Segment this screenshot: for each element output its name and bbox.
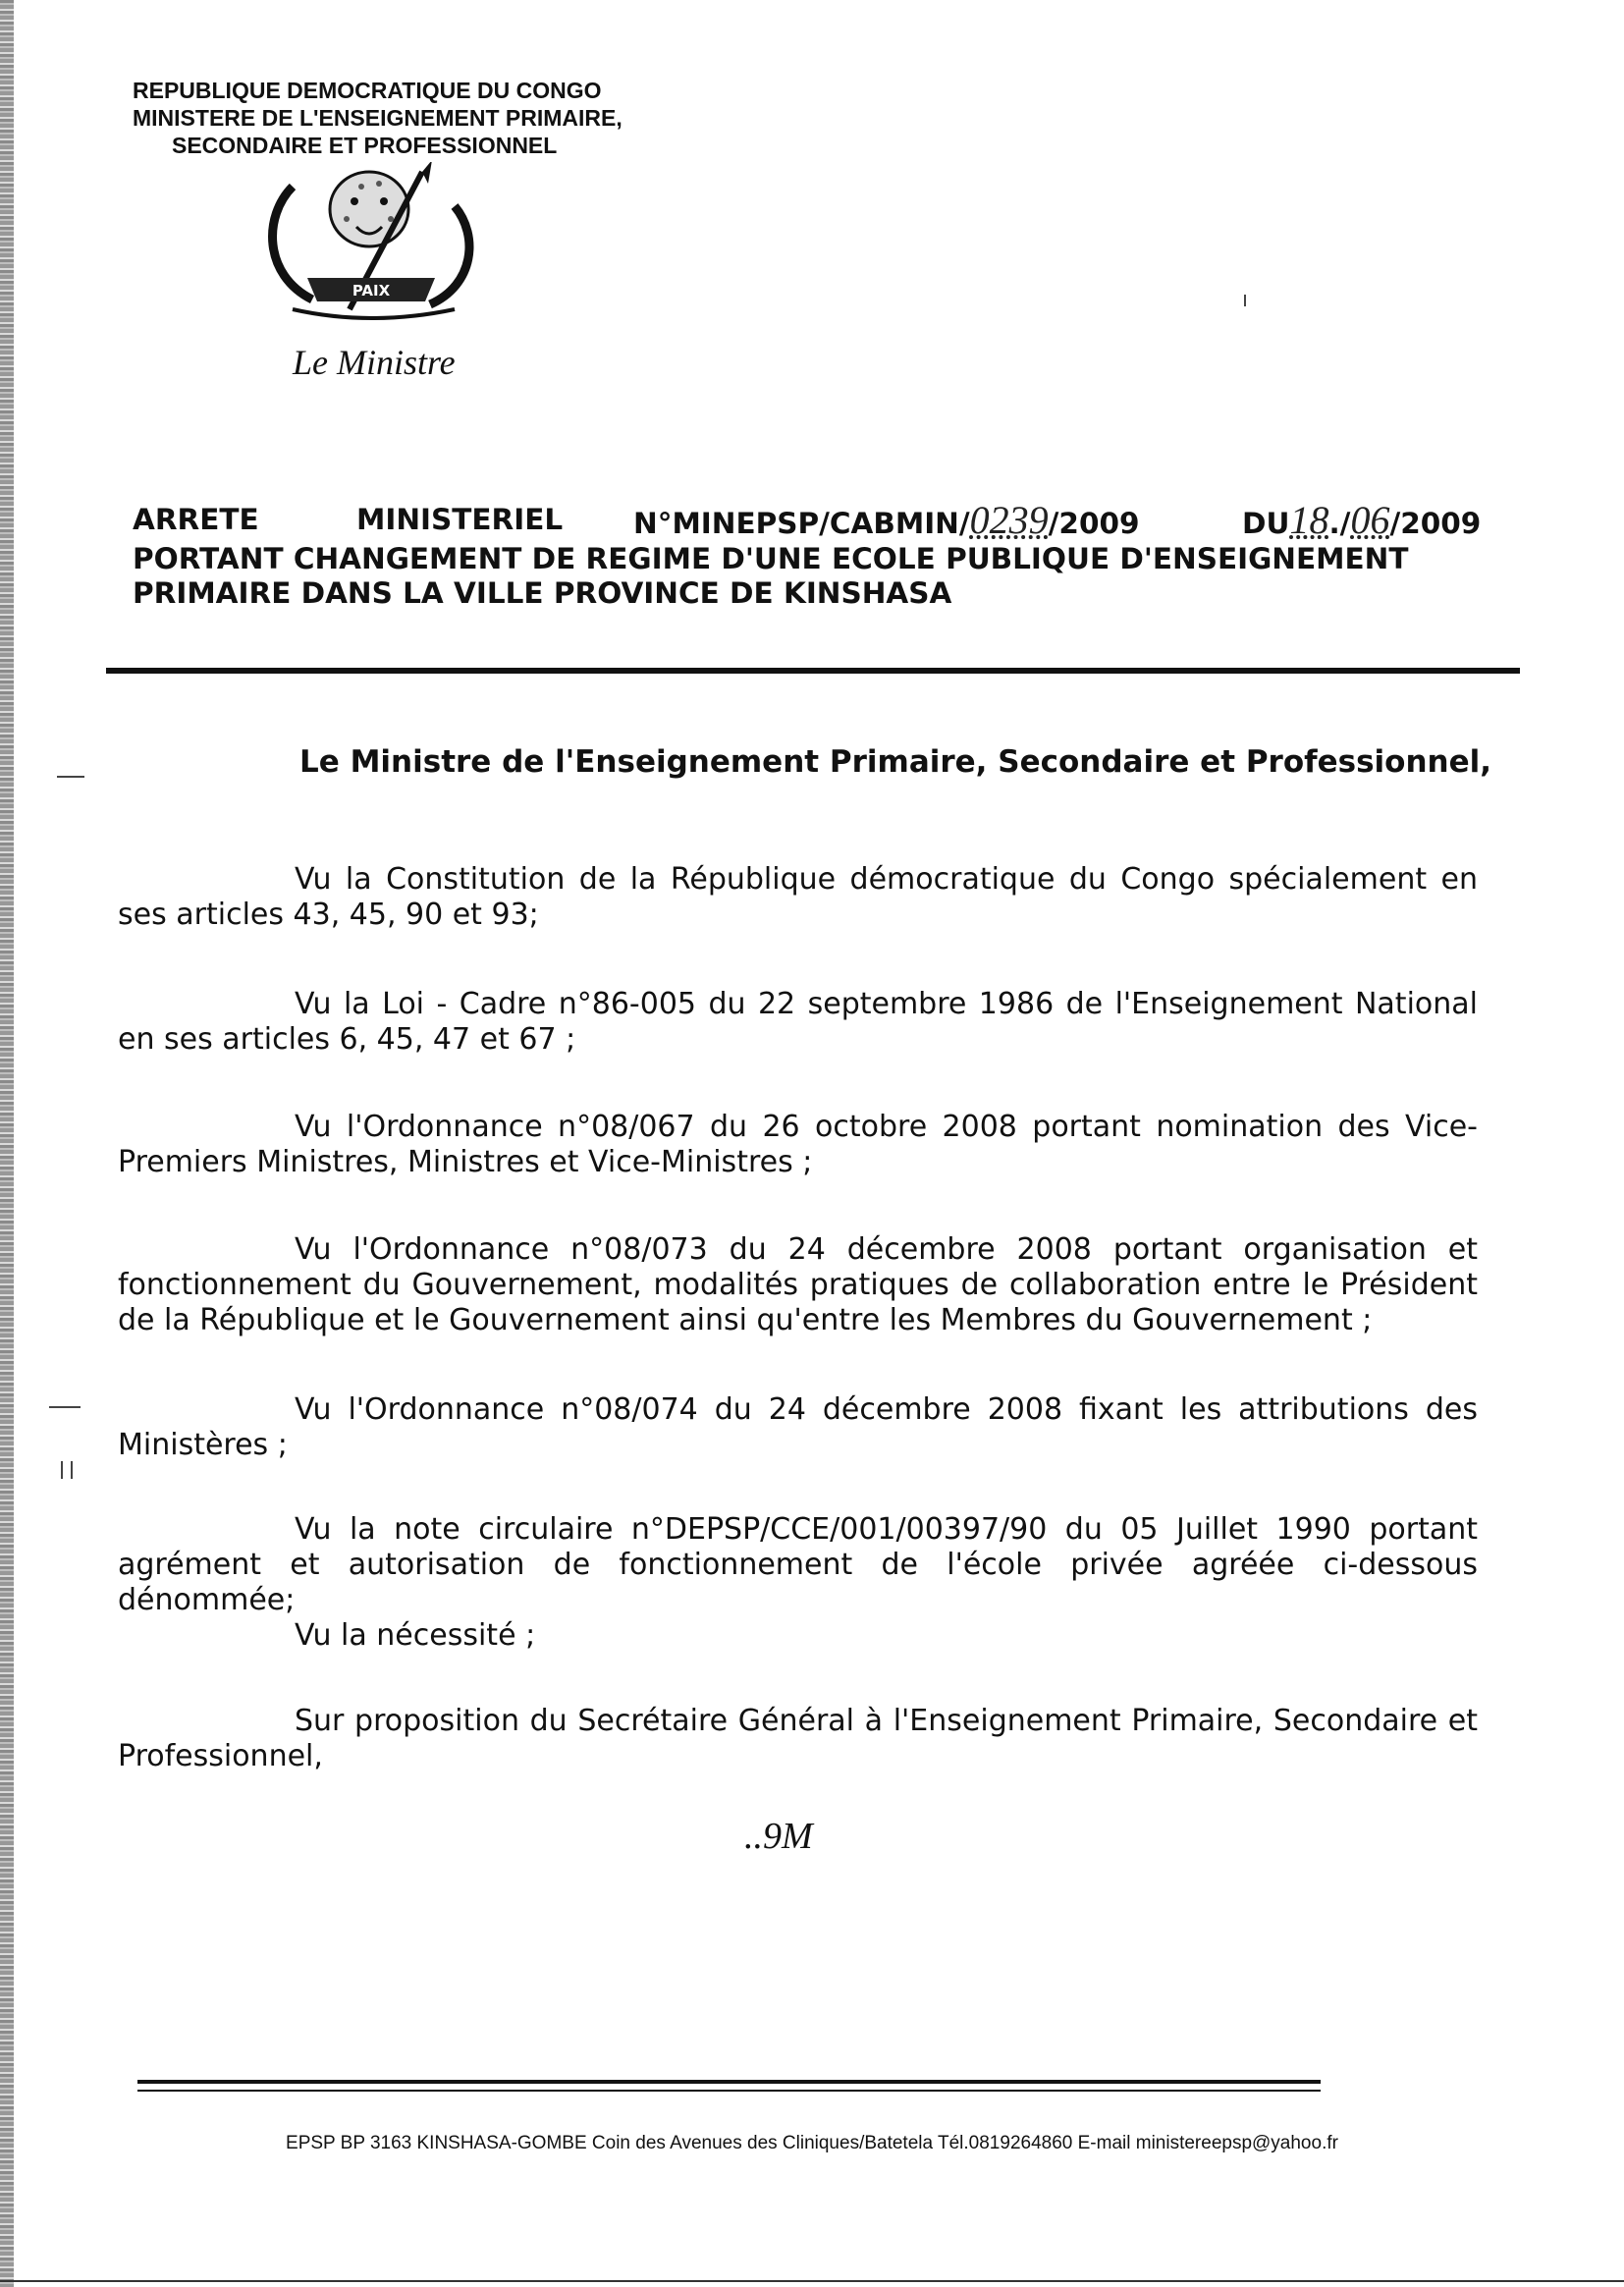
consideration-constitution: Vu la Constitution de la République démocratique du Congo spécialement en ses articles 43, 45, 90 et 93;	[118, 862, 1478, 932]
consideration-necessite: Vu la nécessité ;	[295, 1618, 536, 1653]
footer-divider	[137, 2080, 1321, 2084]
decree-reference-line	[133, 498, 1527, 542]
consideration-loi-cadre: Vu la Loi - Cadre n°86-005 du 22 septembre 1986 de l'Enseignement National en ses articles 6, 45, 47 et 67 ;	[118, 987, 1478, 1057]
consideration-proposition: Sur proposition du Secrétaire Général à l'Enseignement Primaire, Secondaire et Professionnel,	[118, 1704, 1478, 1773]
title-ministeriel: MINISTERIEL	[356, 503, 564, 536]
coat-of-arms-emblem	[253, 162, 494, 339]
minister-label: Le Ministre	[293, 343, 456, 382]
footer-address: EPSP BP 3163 KINSHASA-GOMBE Coin des Avenues des Cliniques/Batetela Tél.0819264860 E-mail ministereepsp@yahoo.fr	[286, 2133, 1338, 2153]
page-bottom-edge	[0, 2280, 1624, 2282]
title-divider	[106, 668, 1520, 674]
margin-mark	[57, 776, 84, 778]
consideration-ordonnance-074: Vu l'Ordonnance n°08/074 du 24 décembre 2008 fixant les attributions des Ministères ;	[118, 1392, 1478, 1462]
margin-mark	[1244, 295, 1246, 306]
margin-mark	[49, 1406, 81, 1408]
handwritten-paraph: ..9M	[744, 1816, 813, 1857]
issuing-authority	[133, 77, 623, 159]
handwritten-month: 06	[1350, 498, 1390, 542]
title-subject-line2: PRIMAIRE DANS LA VILLE PROVINCE DE KINSHASA	[133, 576, 952, 610]
handwritten-day: 18	[1289, 498, 1329, 542]
margin-mark	[61, 1461, 63, 1479]
leopard-head	[330, 172, 408, 246]
title-subject-line1: PORTANT CHANGEMENT DE REGIME D'UNE ECOLE PUBLIQUE D'ENSEIGNEMENT	[133, 542, 1409, 575]
decree-reference: N°MINEPSP/CABMIN/0239/2009	[633, 498, 1140, 542]
header-country: REPUBLIQUE DEMOCRATIQUE DU CONGO	[133, 78, 602, 103]
decree-title	[133, 498, 1527, 611]
minister-heading: Le Ministre de l'Enseignement Primaire, Secondaire et Professionnel,	[299, 744, 1492, 780]
consideration-note-circulaire: Vu la note circulaire n°DEPSP/CCE/001/00397/90 du 05 Juillet 1990 portant agrément et autorisation de fonctionnement de l'école privée agréée ci-dessous dénommée;	[118, 1512, 1478, 1617]
footer-divider-thin	[137, 2090, 1321, 2092]
title-arrete: ARRETE	[133, 503, 259, 536]
tusk-left	[273, 187, 312, 299]
header-ministry-cont: SECONDAIRE ET PROFESSIONNEL	[172, 133, 558, 158]
decree-date: DU18./06/2009	[1242, 498, 1482, 542]
tusk-right	[430, 206, 469, 304]
header-ministry: MINISTERE DE L'ENSEIGNEMENT PRIMAIRE,	[133, 105, 623, 131]
margin-mark	[71, 1461, 73, 1479]
scan-edge-artifact	[0, 0, 14, 2287]
consideration-ordonnance-067: Vu l'Ordonnance n°08/067 du 26 octobre 2008 portant nomination des Vice-Premiers Ministres, Ministres et Vice-Ministres ;	[118, 1110, 1478, 1179]
motto-text: PAIX	[352, 282, 391, 299]
consideration-ordonnance-073: Vu l'Ordonnance n°08/073 du 24 décembre 2008 portant organisation et fonctionnement du Gouvernement, modalités pratiques de collaboration entre le Président de la République et le Gouvernement ainsi qu'entre les Membres du Gouvernement ;	[118, 1232, 1478, 1337]
handwritten-decree-number: 0239	[969, 498, 1049, 542]
